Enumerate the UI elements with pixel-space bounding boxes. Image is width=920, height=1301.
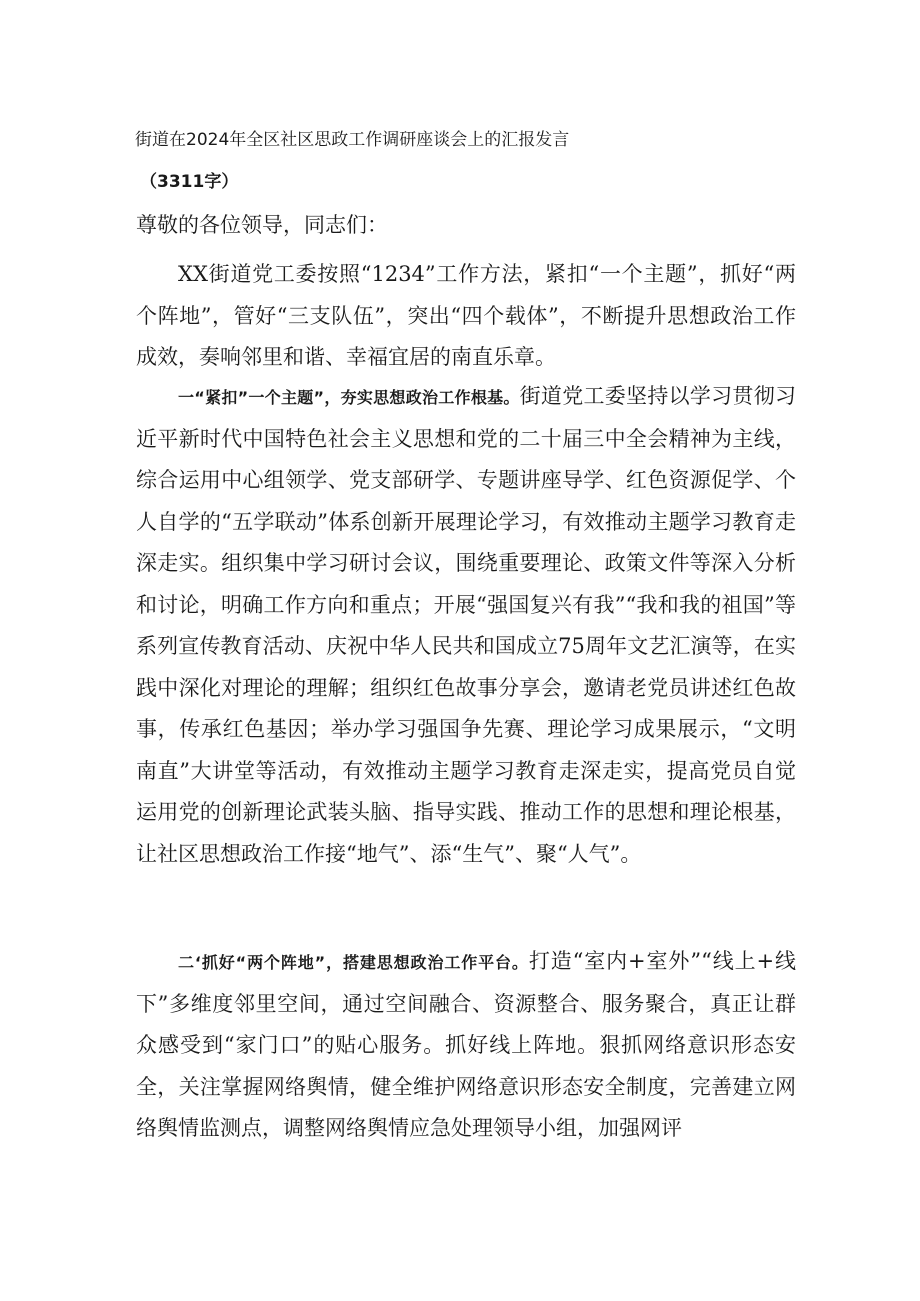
word-count: （3311字） <box>140 172 239 192</box>
section-two-paragraph <box>136 941 796 1150</box>
section-one-heading: 一“紧扣”一个主题”，夯实思想政治工作根基。 <box>178 388 520 407</box>
section-one-body: 街道党工委坚持以学习贯彻习近平新时代中国特色社会主义思想和党的二十届三中全会精神为主线，综合运用中心组领学、党支部研学、专题讲座导学、红色资源促学、个人自学的“五学联动”体系创新开展理论学习，有效推动主题学习教育走深走实。组织集中学习研讨会议，围绕重要理论、政策文件等深入分析和讨论，明确工作方向和重点；开展“强国复兴有我”“我和我的祖国”等系列宣传教育活动、庆祝中华人民共和国成立75周年文艺汇演等，在实践中深化对理论的理解；组织红色故事分享会，邀请老党员讲述红色故事，传承红色基因；举办学习强国争先赛、理论学习成果展示，“文明南直”大讲堂等活动，有效推动主题学习教育走深走实，提高党员自觉运用党的创新理论武装头脑、指导实践、推动工作的思想和理论根基，让社区思想政治工作接“地气”、添“生气”、聚“人气”。 <box>136 384 796 866</box>
section-two-heading: 二‘抓好“两个阵地”，搭建思想政治工作平台。 <box>178 953 529 972</box>
salutation: 尊敬的各位领导，同志们： <box>136 213 388 237</box>
document-title: 街道在2024年全区社区思政工作调研座谈会上的汇报发言 <box>135 130 570 150</box>
intro-paragraph: XX街道党工委按照“1234”工作方法，紧扣“一个主题”，抓好“两个阵地”，管好“三支队伍”，突出“四个载体”，不断提升思想政治工作成效，奏响邻里和谐、幸福宜居的南直乐章。 <box>136 262 796 369</box>
section-two-body: 打造“室内+室外”“线上+线下”多维度邻里空间，通过空间融合、资源整合、服务聚合，真正让群众感受到“家门口”的贴心服务。抓好线上阵地。狠抓网络意识形态安全，关注掌握网络舆情，健全维护网络意识形态安全制度，完善建立网络舆情监测点，调整网络舆情应急处理领导小组，加强网评 <box>136 949 796 1140</box>
section-one-paragraph <box>136 376 796 875</box>
